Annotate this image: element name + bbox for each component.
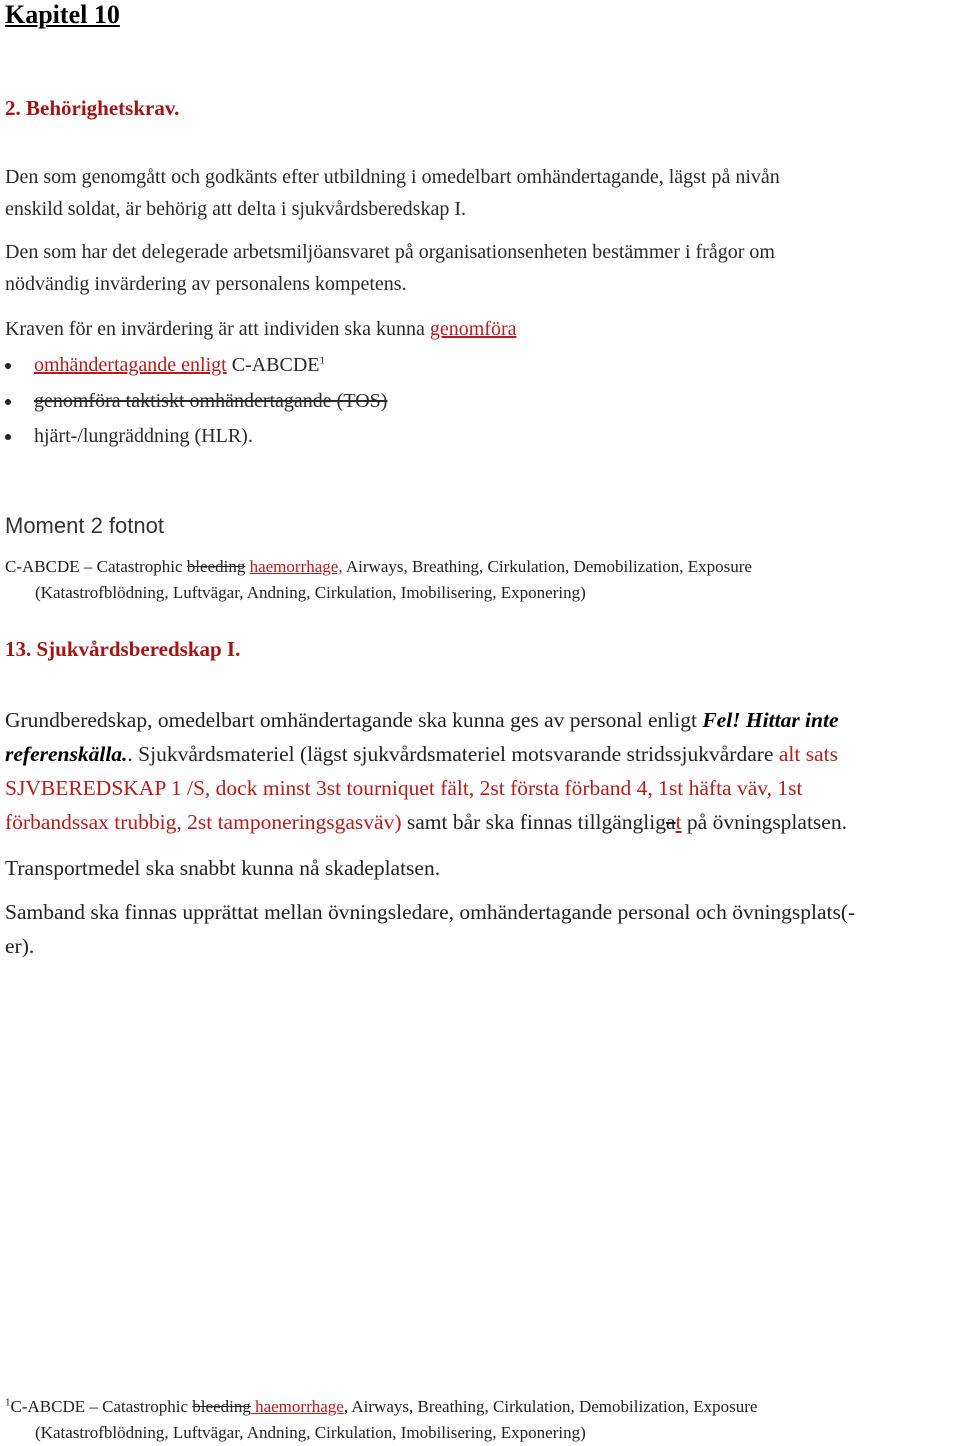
footnote-ref[interactable]: 1	[319, 354, 326, 367]
paragraph-eligibility	[5, 162, 780, 225]
paragraph-work-environment	[5, 237, 775, 300]
bullet-text: hjärt-/lungräddning (HLR).	[34, 425, 253, 447]
paragraph-readiness	[5, 703, 847, 839]
text-segment: . Sjukvårdsmateriel (lägst sjukvårdsmateriel motsvarande stridssjukvårdare	[127, 742, 779, 766]
text-segment: Airways, Breathing, Cirkulation, Demobilization, Exposure	[342, 557, 752, 576]
footnote-line: (Katastrofblödning, Luftvägar, Andning, Cirkulation, Imobilisering, Exponering)	[35, 1423, 586, 1442]
reference-error: Fel! Hittar inte	[702, 708, 839, 732]
bullet-dot	[5, 434, 11, 440]
footnote	[5, 1394, 757, 1446]
bullet-plain-text: C-ABCDE	[226, 354, 320, 376]
inserted-text: genomföra	[429, 318, 517, 340]
text-segment: samt bår ska finnas tillgänglig	[401, 810, 667, 834]
paragraph-line	[5, 805, 847, 839]
section-2-heading: 2. Behörighetskrav.	[5, 96, 180, 120]
paragraph-line: nödvändig invärdering av personalens kompetens.	[5, 272, 407, 295]
moment-line	[5, 554, 752, 580]
inserted-text: SJVBEREDSKAP 1 /S, dock minst 3st tourniquet fält, 2st första förband 4, 1st häfta väv, 1st	[5, 776, 803, 800]
deleted-text: bleeding	[186, 557, 246, 576]
deleted-text: a	[666, 810, 676, 834]
footnote-number: 1	[5, 1396, 11, 1409]
paragraph-line	[5, 737, 847, 771]
text-segment: på övningsplatsen.	[681, 810, 847, 834]
moment-title: Moment 2 fotnot	[5, 513, 164, 538]
text-segment: Grundberedskap, omedelbart omhändertagande ska kunna ges av personal enligt	[5, 708, 703, 732]
paragraph-communication	[5, 895, 855, 963]
bullet-text	[34, 354, 325, 377]
paragraph-line: Den som genomgått och godkänts efter utbildning i omedelbart omhändertagande, lägst på nivån	[5, 166, 780, 188]
reference-error: referenskälla.	[5, 742, 128, 766]
text-segment: C-ABCDE – Catastrophic	[10, 1397, 193, 1416]
bullet-dot	[5, 399, 11, 405]
paragraph-transport: Transportmedel ska snabbt kunna nå skadeplatsen.	[5, 856, 441, 880]
inserted-text: alt sats	[778, 742, 838, 766]
section-13-heading: 13. Sjukvårdsberedskap I.	[5, 637, 241, 661]
paragraph-line: Samband ska finnas upprättat mellan övningsledare, omhändertagande personal och övningsplats(-	[5, 900, 856, 924]
paragraph-line: enskild soldat, är behörig att delta i sjukvårdsberedskap I.	[5, 197, 466, 220]
paragraph-line: er).	[5, 934, 35, 958]
text-segment: C-ABCDE – Catastrophic	[5, 557, 187, 576]
requirements-text: Kraven för en invärdering är att individen ska kunna	[5, 318, 430, 340]
moment-line: (Katastrofblödning, Luftvägar, Andning, Cirkulation, Imobilisering, Exponering)	[35, 583, 586, 602]
paragraph-line: Den som har det delegerade arbetsmiljöansvaret på organisationsenheten bestämmer i frågor om	[5, 241, 775, 263]
inserted-text: haemorrhage	[250, 1397, 344, 1416]
paragraph-requirements	[5, 314, 517, 346]
inserted-text: haemorrhage,	[249, 557, 343, 576]
inserted-text: omhändertagande enligt	[34, 354, 227, 376]
chapter-title: Kapitel 10	[5, 0, 120, 29]
inserted-text: förbandssax trubbig, 2st tamponeringsgasväv)	[5, 810, 402, 834]
text-segment: , Airways, Breathing, Cirkulation, Demobilization, Exposure	[343, 1397, 758, 1416]
deleted-text: bleeding	[192, 1397, 251, 1416]
inserted-text: t	[675, 810, 682, 834]
footnote-line	[5, 1394, 757, 1420]
deleted-text: genomföra taktiskt omhändertagande (TOS)	[34, 390, 388, 412]
moment-footnote	[5, 554, 752, 606]
bullet-dot	[5, 363, 11, 369]
paragraph-line	[5, 703, 847, 737]
